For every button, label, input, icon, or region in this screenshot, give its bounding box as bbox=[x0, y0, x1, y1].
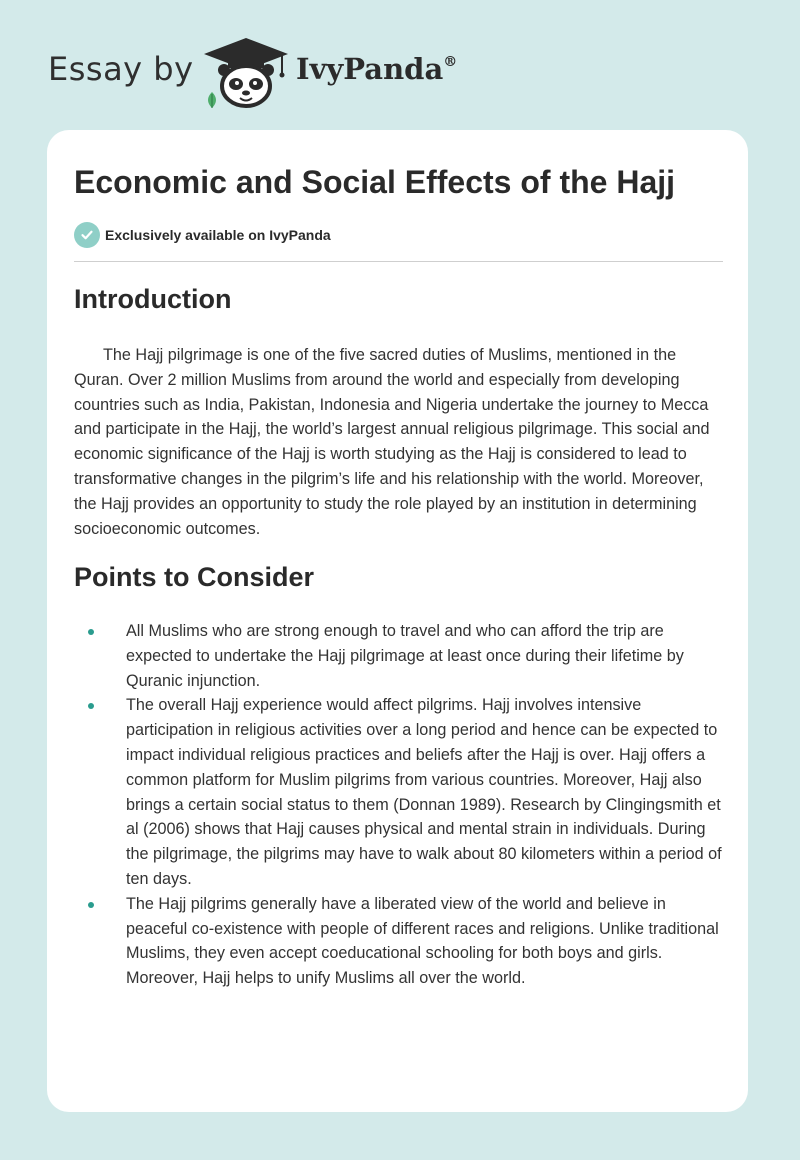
exclusive-badge bbox=[74, 222, 331, 248]
list-item-text: All Muslims who are strong enough to travel and who can afford the trip are expected to undertake the Hajj pilgrimage at least once during their lifetime by Quranic injunction. bbox=[126, 622, 684, 690]
list-item-text: The Hajj pilgrims generally have a liberated view of the world and believe in peaceful co-existence with people of different races and religions. Unlike traditional Muslims, they even accept coeducational schooling for both boys and girls. Moreover, Hajj helps to unify Muslims all over the world. bbox=[126, 894, 719, 988]
list-item bbox=[74, 892, 724, 991]
site-header bbox=[0, 0, 800, 120]
bullet-icon bbox=[88, 703, 94, 709]
ivypanda-brand-name[interactable]: IvyPanda® bbox=[296, 52, 458, 86]
exclusive-badge-text: Exclusively available on IvyPanda bbox=[105, 227, 331, 243]
introduction-paragraph: The Hajj pilgrimage is one of the five sacred duties of Muslims, mentioned in the Quran. Over 2 million Muslims from around the world and especially from developing countries such as India, Pakistan, Indonesia and Nigeria undertake the journey to Mecca and participate in the Hajj, the world’s largest annual religious pilgrimage. This social and economic significance of the Hajj is worth studying as the Hajj is considered to lead to transformative changes in the pilgrim’s life and his relationship with the world. Moreover, the Hajj provides an opportunity to study the role played by an institution in determining socioeconomic outcomes. bbox=[74, 346, 710, 538]
trademark-symbol: ® bbox=[443, 54, 458, 70]
list-item bbox=[74, 693, 724, 891]
bullet-icon bbox=[88, 629, 94, 635]
bullet-icon bbox=[88, 902, 94, 908]
list-item-text: The overall Hajj experience would affect pilgrims. Hajj involves intensive participation in religious activities over a long period and hence can be expected to impact individual religious practices and beliefs after the Hajj is over. Hajj offers a common platform for Muslim pilgrims from various countries. Moreover, Hajj also brings a certain social status to them (Donnan 1989). Research by Clingingsmith et al (2006) shows that Hajj causes physical and mental strain in individuals. During the pilgrimage, the pilgrims may have to walk about 80 kilometers within a period of ten days. bbox=[126, 696, 722, 888]
points-list bbox=[74, 619, 724, 991]
check-circle-icon bbox=[74, 222, 100, 248]
essay-card bbox=[47, 130, 748, 1112]
page-title: Economic and Social Effects of the Hajj bbox=[74, 164, 676, 200]
essay-by-label: Essay by bbox=[48, 50, 194, 88]
panda-graduate-icon[interactable] bbox=[200, 36, 292, 110]
list-item bbox=[74, 619, 724, 693]
title-divider bbox=[74, 261, 723, 262]
points-to-consider-heading: Points to Consider bbox=[74, 562, 315, 592]
introduction-heading: Introduction bbox=[74, 284, 232, 314]
